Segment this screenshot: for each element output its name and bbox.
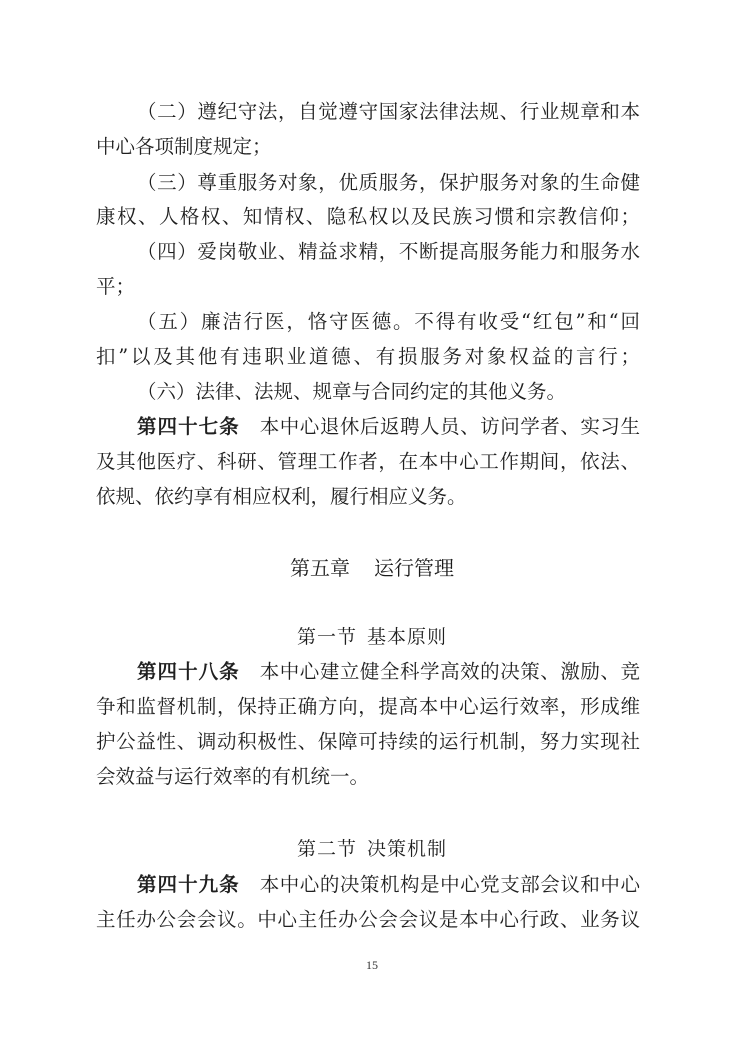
chapter-heading (0, 553, 744, 583)
article-label: 第四十八条 (137, 660, 240, 683)
section-number: 第一节 (296, 626, 357, 648)
article-49-first-line (96, 870, 640, 900)
paragraph-line: 护公益性、调动积极性、保障可持续的运行机制，努力实现社 (96, 730, 640, 753)
paragraph-line: （二）遵纪守法，自觉遵守国家法律法规、行业规章和本 (137, 100, 640, 123)
article-label: 第四十九条 (137, 873, 240, 896)
paragraph-line: （五）廉洁行医，恪守医德。不得有收受“红包”和“回 (137, 310, 640, 333)
article-text: 本中心建立健全科学高效的决策、激励、竞 (259, 660, 640, 683)
section-number: 第二节 (296, 838, 357, 860)
paragraph-line: 平； (96, 275, 136, 298)
paragraph-line: 主任办公会会议。中心主任办公会会议是本中心行政、业务议 (96, 908, 640, 931)
paragraph-line: 扣”以及其他有违职业道德、有损服务对象权益的言行； (96, 345, 640, 368)
paragraph-line: 依规、依约享有相应权利，履行相应义务。 (96, 485, 467, 508)
section-heading (0, 834, 744, 864)
section-title: 决策机制 (367, 838, 448, 860)
paragraph-line: 会效益与运行效率的有机统一。 (96, 765, 370, 788)
paragraph-line: 及其他医疗、科研、管理工作者，在本中心工作期间，依法、 (96, 450, 640, 473)
chapter-title: 运行管理 (374, 556, 454, 580)
paragraph-line: 康权、人格权、知情权、隐私权以及民族习惯和宗教信仰； (96, 205, 640, 228)
section-heading (0, 622, 744, 652)
article-text: 本中心的决策机构是中心党支部会议和中心 (259, 873, 640, 896)
article-48-first-line (96, 657, 640, 687)
paragraph-line: 中心各项制度规定； (96, 135, 272, 158)
article-label: 第四十七条 (137, 415, 240, 438)
section-title: 基本原则 (367, 626, 448, 648)
page-number: 15 (366, 958, 378, 972)
article-text: 本中心退休后返聘人员、访问学者、实习生 (259, 415, 640, 438)
paragraph-line: （六）法律、法规、规章与合同约定的其他义务。 (137, 380, 567, 403)
paragraph-line: 争和监督机制，保持正确方向，提高本中心运行效率，形成维 (96, 695, 640, 718)
article-47-first-line (96, 412, 640, 442)
chapter-number: 第五章 (290, 556, 350, 580)
paragraph-line: （四）爱岗敬业、精益求精，不断提高服务能力和服务水 (137, 240, 640, 263)
paragraph-line: （三）尊重服务对象，优质服务，保护服务对象的生命健 (137, 171, 640, 194)
